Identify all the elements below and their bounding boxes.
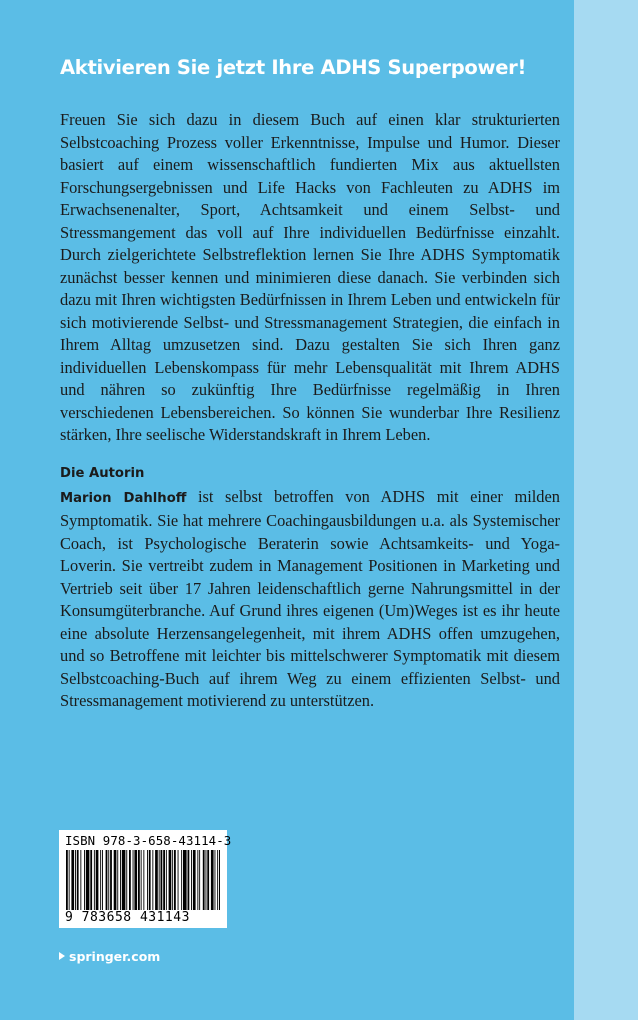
barcode-bar <box>191 850 192 910</box>
barcode-bar <box>66 850 68 910</box>
barcode-bar <box>181 850 182 910</box>
barcode-bar <box>163 850 165 910</box>
barcode-bar <box>193 850 196 910</box>
barcode-bar <box>169 850 172 910</box>
barcode-bar <box>219 850 220 910</box>
publisher-link[interactable] <box>59 948 160 964</box>
barcode-bar <box>155 850 158 910</box>
right-color-strip <box>574 0 638 1020</box>
barcode-bar <box>126 850 127 910</box>
barcode-bar <box>206 850 207 910</box>
author-heading: Die Autorin <box>60 465 145 481</box>
barcode-bar <box>80 850 81 910</box>
barcode-bar <box>197 850 198 910</box>
barcode-bar <box>203 850 205 910</box>
barcode-bar <box>96 850 99 910</box>
barcode-bar <box>188 850 190 910</box>
barcode-bar <box>71 850 74 910</box>
headline: Aktivieren Sie jetzt Ihre ADHS Superpower! <box>60 56 527 79</box>
barcode-bar <box>147 850 148 910</box>
barcode-bar <box>100 850 101 910</box>
barcode-bar <box>152 850 153 910</box>
barcode-bar <box>217 850 218 910</box>
arrow-right-icon <box>59 952 65 960</box>
barcode-bar <box>84 850 85 910</box>
barcode-bar <box>77 850 79 910</box>
barcode-bar <box>161 850 163 910</box>
author-bio: ist selbst betroffen von ADHS mit einer milden Symptomatik. Sie hat mehrere Coachingausbildungen u.a. als Systemischer Coach, ist Psychologische Beraterin sowie Achtsamkeits- und Yoga-Loverin. Sie vertreibt zudem in Management Positionen in Marketing und Vertrieb seit über 17 Jahren leidenschaftlich gerne Nahrungsmittel in der Konsumgüterbranche. Auf Grund ihres eigenen (Um)Weges ist es ihr heute eine absolute Herzensangelegenheit, mit ihrem ADHS offen umzugehen, und so Betroffene mit leichter bis mittelschwerer Symptomatik mit diesem Selbstcoaching-Buch auf ihrem Weg zu einem effizienten Selbst- und Stressmanagement motivierend zu unterstützen. <box>60 486 560 710</box>
barcode-bar <box>172 850 173 910</box>
barcode-bar <box>106 850 108 910</box>
barcode-bar <box>86 850 90 910</box>
barcode-bar <box>120 850 121 910</box>
back-cover-text <box>60 109 560 713</box>
barcode-bar <box>138 850 140 910</box>
barcode-bar <box>166 850 167 910</box>
barcode-bar <box>114 850 117 910</box>
barcode-bar <box>199 850 200 910</box>
barcode-bar <box>178 850 179 910</box>
barcode-bar <box>215 850 216 910</box>
barcode-bar <box>122 850 126 910</box>
barcode-bar <box>94 850 95 910</box>
isbn-label: ISBN 978-3-658-43114-3 <box>65 833 232 848</box>
barcode-bar <box>102 850 103 910</box>
ean-digits: 9 783658 431143 <box>65 910 190 925</box>
barcode-bar <box>110 850 112 910</box>
barcode-bar <box>174 850 176 910</box>
barcode-bars <box>66 850 220 910</box>
barcode-bar <box>211 850 214 910</box>
barcode-bar <box>141 850 142 910</box>
barcode-bar <box>108 850 109 910</box>
barcode-bar <box>117 850 118 910</box>
author-name: Marion Dahlhoff <box>60 490 187 506</box>
barcode-bar <box>207 850 209 910</box>
barcode-bar <box>149 850 151 910</box>
barcode-bar <box>143 850 144 910</box>
book-description: Freuen Sie sich dazu in diesem Buch auf einen klar strukturierten Selbstcoaching Prozess voller Erkenntnisse, Impulse und Humor. Dieser basiert auf einem wissenschaftlich fundierten Mix aus aktuellsten Forschungsergebnissen und Life Hacks von Fachleuten zu ADHS im Erwachsenenalter, Sport, Achtsamkeit und einem Selbst- und Stressmangement das voll auf Ihre individuellen Bedürfnisse einzahlt. Durch zielgerichtete Selbstreflektion lernen Sie Ihre ADHS Symptomatik zunächst besser kennen und minimieren diese danach. Sie verbinden sich dazu mit Ihren wichtigsten Bedürfnissen in Ihrem Leben und entwickeln für sich motivierende Selbst- und Stressmanagement Strategien, die einfach in Ihrem Alltag umzusetzen sind. Dazu gestalten Sie sich Ihren ganz individuellen Lebenskompass für mehr Lebensqualität mit Ihrem ADHS und nähren so zukünftig Ihre Bedürfnisse regelmäßig in Ihren verschiedenen Lebensbereichen. So können Sie wunderbar Ihre Resilienz stärken, Ihre seelische Widerstandskraft in Ihrem Leben. <box>60 110 560 444</box>
barcode-bar <box>90 850 92 910</box>
barcode-bar <box>159 850 160 910</box>
author-bio-paragraph <box>60 486 560 713</box>
barcode-bar <box>129 850 131 910</box>
barcode-bar <box>75 850 76 910</box>
barcode-bar <box>133 850 134 910</box>
barcode-bar <box>183 850 187 910</box>
publisher-link-text: springer.com <box>69 948 161 964</box>
barcode-bar <box>134 850 137 910</box>
barcode-box <box>59 830 232 928</box>
barcode-bar <box>69 850 70 910</box>
